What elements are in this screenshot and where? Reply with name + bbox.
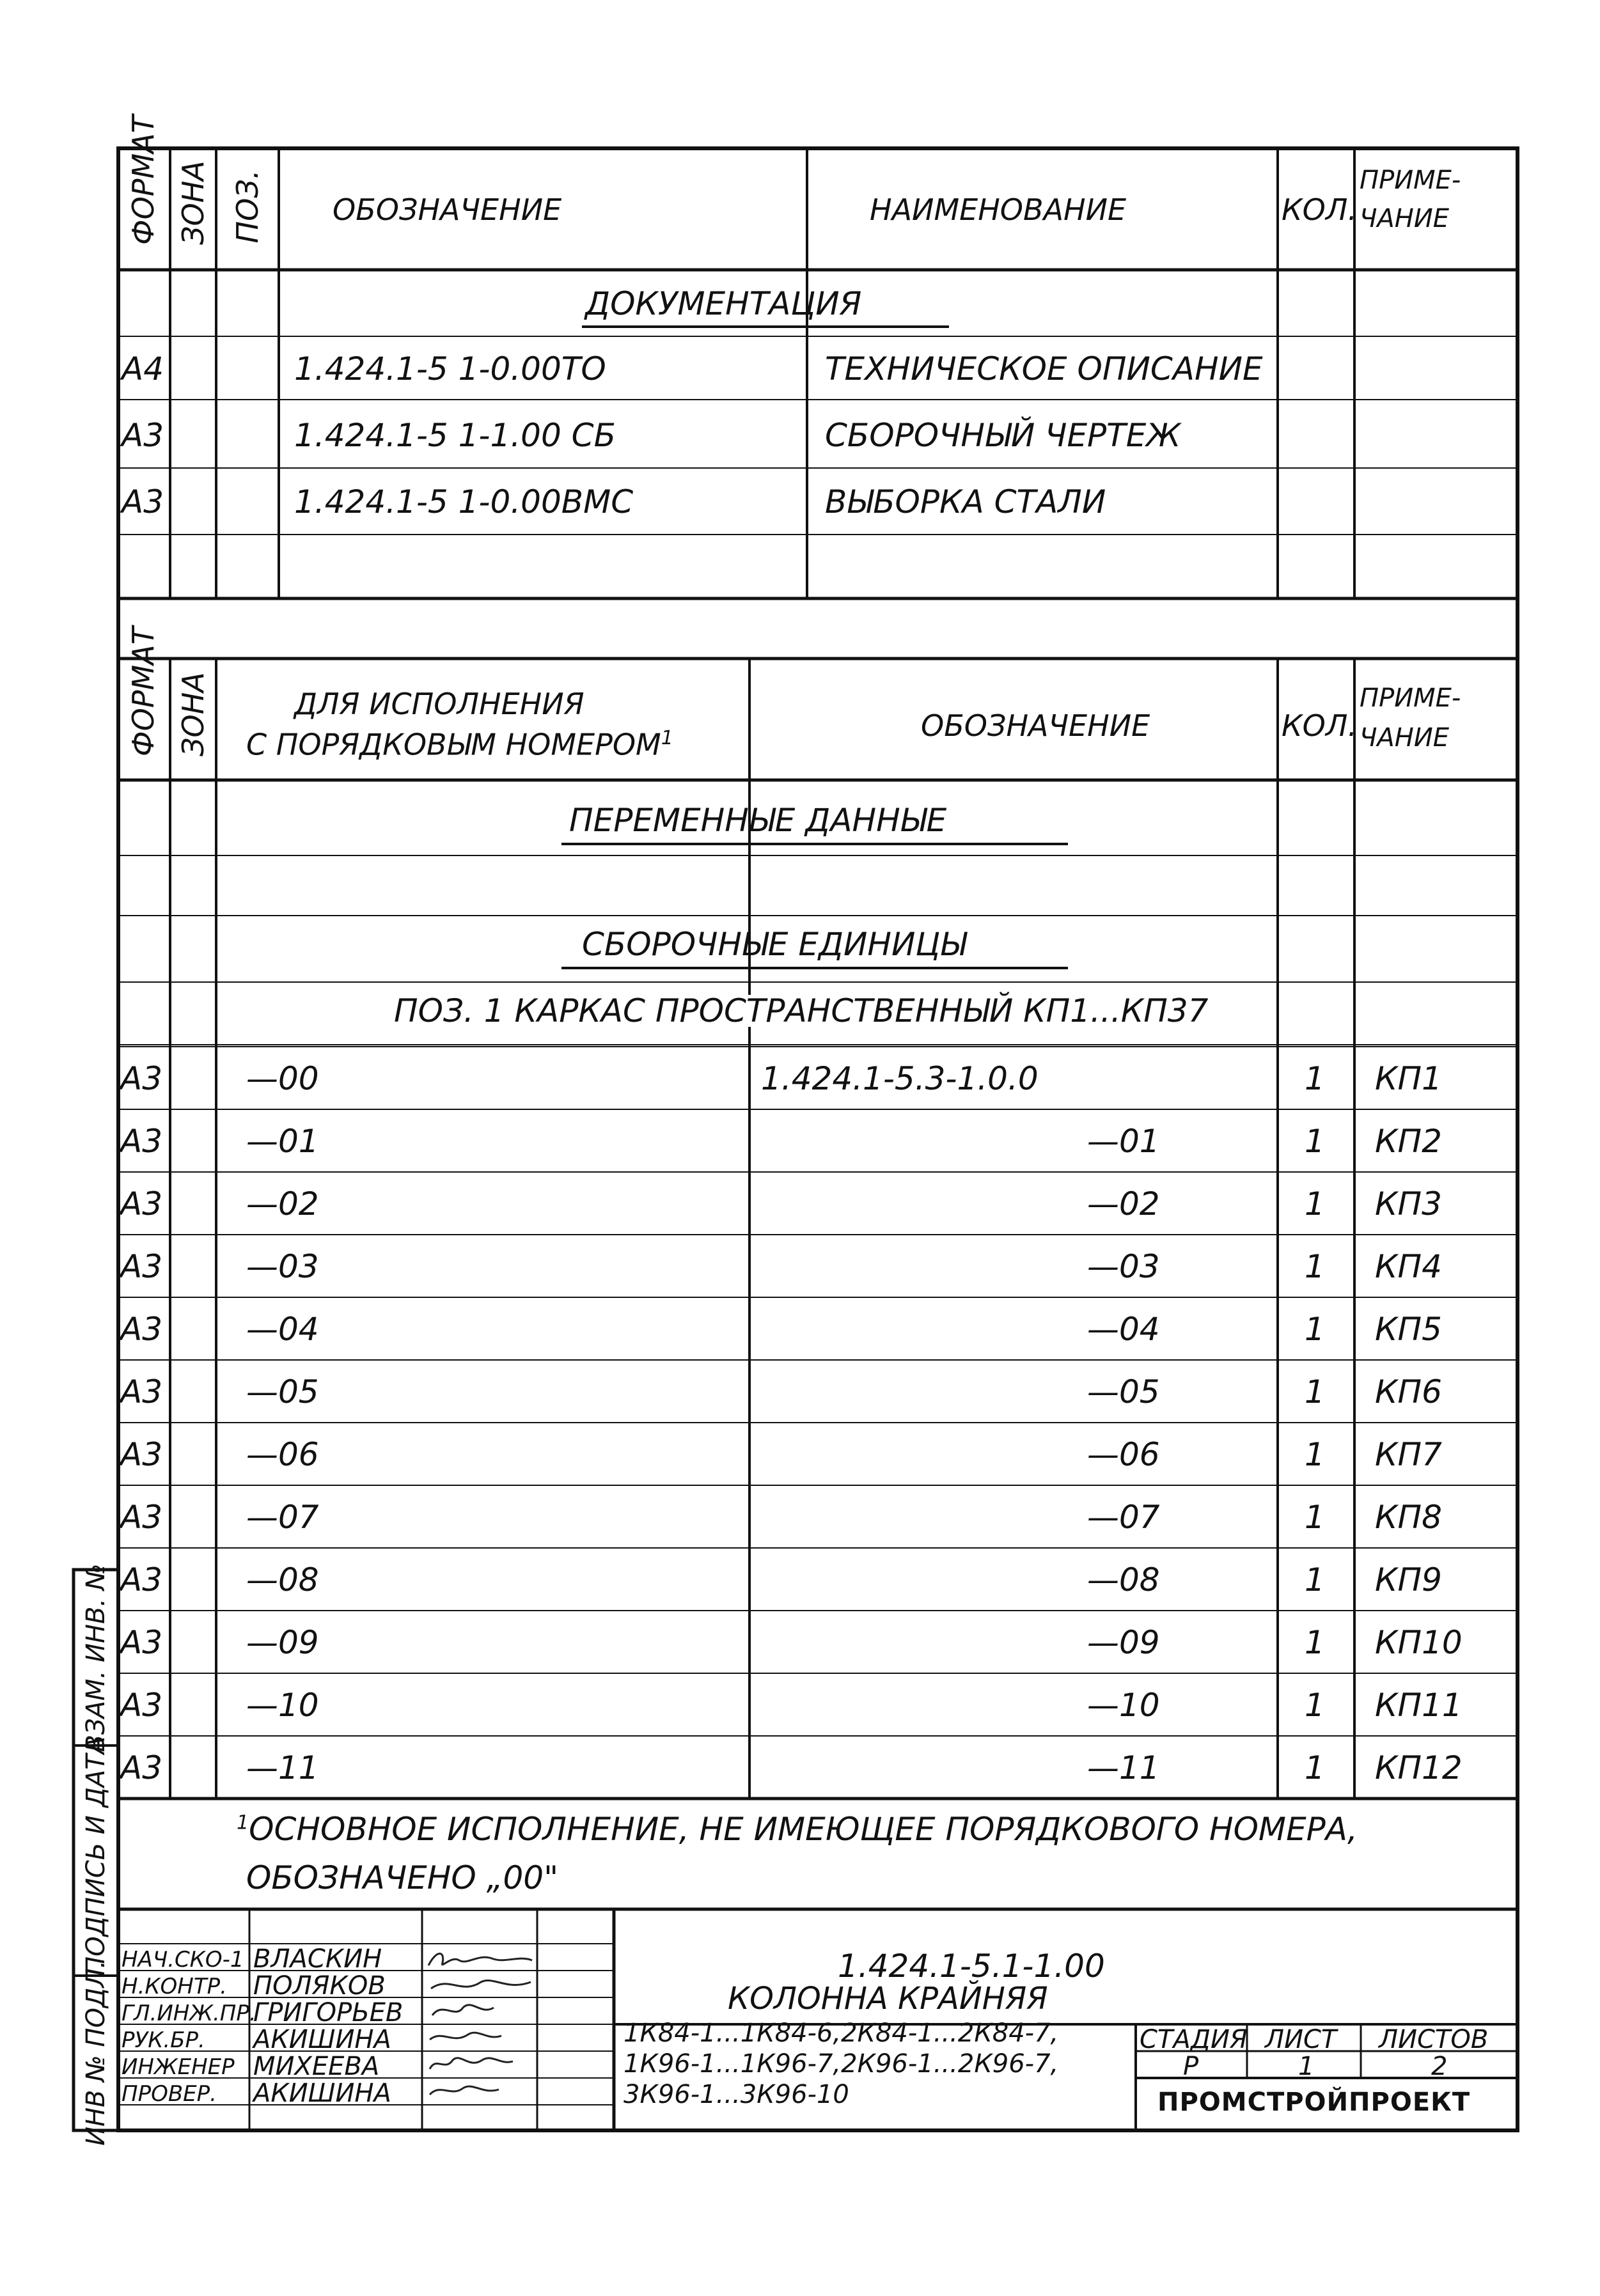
position-line: ПОЗ. 1 КАРКАС ПРОСТРАНСТВЕННЫЙ КП1...КП37	[390, 995, 1212, 1027]
col-format-header: ФОРМАТ	[126, 627, 161, 756]
product-title: КОЛОННА КРАЙНЯЯ	[728, 1981, 1048, 2017]
stage-value: Р	[1183, 2052, 1199, 2081]
row-variant: —06	[246, 1436, 319, 1473]
row-note: КП7	[1375, 1436, 1442, 1473]
row-format: А3	[120, 1311, 163, 1348]
row-qty: 1	[1305, 1749, 1325, 1786]
row-qty: 1	[1305, 1060, 1325, 1097]
row-designation: —09	[1087, 1624, 1160, 1661]
row-qty: 1	[1305, 1561, 1325, 1598]
row-format: А3	[120, 1248, 163, 1285]
row-designation: —04	[1087, 1311, 1160, 1348]
document-code: 1.424.1-5.1-1.00	[838, 1948, 1105, 1985]
row-designation: —01	[1087, 1123, 1160, 1160]
row-format: А3	[120, 1436, 163, 1473]
side-stamp-vzam-inv: ВЗАМ. ИНВ. №	[81, 1563, 111, 1753]
row-note: КП4	[1375, 1248, 1442, 1285]
row-designation: —02	[1087, 1185, 1160, 1222]
row-note: КП9	[1375, 1561, 1442, 1598]
col-designation-header: ОБОЗНАЧЕНИЕ	[333, 192, 562, 227]
row-note: КП12	[1375, 1749, 1463, 1786]
row-note: КП10	[1375, 1624, 1463, 1661]
footnote-line1: $^1$ОСНОВНОЕ ИСПОЛНЕНИЕ, НЕ ИМЕЮЩЕЕ ПОРЯДКОВОГО НОМЕРА,	[237, 1811, 1358, 1848]
row-note: КП11	[1375, 1687, 1463, 1724]
row-format: А3	[120, 1123, 163, 1160]
doc-row-format: А3	[122, 417, 164, 454]
row-variant: —05	[246, 1373, 319, 1410]
sheets-label: ЛИСТОВ	[1379, 2025, 1489, 2054]
row-format: А3	[120, 1373, 163, 1410]
row-variant: —00	[246, 1060, 319, 1097]
doc-row-format: А4	[122, 350, 164, 387]
row-qty: 1	[1305, 1248, 1325, 1285]
row-designation: —03	[1087, 1248, 1160, 1285]
row-variant: —11	[246, 1749, 319, 1786]
doc-row-name: ВЫБОРКА СТАЛИ	[825, 483, 1106, 520]
sheet-value: 1	[1298, 2052, 1315, 2081]
role-label: ПРОВЕР.	[122, 2081, 217, 2107]
row-qty: 1	[1305, 1123, 1325, 1160]
col-note-header-line2: ЧАНИЕ	[1360, 723, 1450, 753]
row-variant: —01	[246, 1123, 319, 1160]
col-qty-header: КОЛ.	[1282, 192, 1358, 227]
row-designation: —05	[1087, 1373, 1160, 1410]
row-note: КП3	[1375, 1185, 1442, 1222]
product-subtitle-line: 1К84-1...1К84-6,2К84-1...2К84-7,	[624, 2019, 1059, 2048]
col-note-header-line2: ЧАНИЕ	[1360, 204, 1450, 233]
row-qty: 1	[1305, 1624, 1325, 1661]
row-designation: —10	[1087, 1687, 1160, 1724]
row-note: КП5	[1375, 1311, 1442, 1348]
col-qty-header: КОЛ.	[1282, 708, 1358, 743]
doc-row-designation: 1.424.1-5 1-0.00ТО	[294, 350, 606, 387]
variable-data-title: ПЕРЕМЕННЫЕ ДАННЫЕ	[569, 802, 947, 839]
row-qty: 1	[1305, 1311, 1325, 1348]
product-subtitle-line: 1К96-1...1К96-7,2К96-1...2К96-7,	[624, 2049, 1059, 2079]
person-name: ГРИГОРЬЕВ	[253, 1998, 404, 2027]
role-label: ГЛ.ИНЖ.ПР.	[122, 2001, 256, 2026]
organization-name: ПРОМСТРОЙПРОЕКТ	[1157, 2088, 1471, 2117]
role-label: ИНЖЕНЕР	[122, 2054, 235, 2080]
row-variant: —04	[246, 1311, 319, 1348]
row-format: А3	[120, 1561, 163, 1598]
col-variant-header-line2: С ПОРЯДКОВЫМ НОМЕРОМ$^1$	[246, 727, 673, 762]
row-designation: —08	[1087, 1561, 1160, 1598]
footnote-line2: ОБОЗНАЧЕНО „00"	[246, 1859, 559, 1896]
role-label: НАЧ.СКО-1	[122, 1947, 244, 1972]
row-format: А3	[120, 1624, 163, 1661]
col-note-header-line1: ПРИМЕ-	[1360, 166, 1461, 195]
row-format: А3	[120, 1499, 163, 1536]
doc-row-format: А3	[122, 483, 164, 520]
doc-row-designation: 1.424.1-5 1-0.00ВМС	[294, 483, 634, 520]
row-format: А3	[120, 1185, 163, 1222]
doc-row-name: ТЕХНИЧЕСКОЕ ОПИСАНИЕ	[825, 350, 1263, 387]
row-qty: 1	[1305, 1499, 1325, 1536]
row-note: КП1	[1375, 1060, 1442, 1097]
footnote-marker: 1	[237, 1811, 249, 1834]
role-label: Н.КОНТР.	[122, 1974, 227, 1999]
side-stamp-inv-podl: ИНВ № ПОДЛ.	[81, 1960, 111, 2146]
person-name: МИХЕЕВА	[253, 2052, 380, 2081]
stage-label: СТАДИЯ	[1140, 2025, 1248, 2054]
col-format-header: ФОРМАТ	[126, 115, 161, 245]
row-qty: 1	[1305, 1185, 1325, 1222]
documentation-title: ДОКУМЕНТАЦИЯ	[585, 285, 862, 322]
assembly-units-title: СБОРОЧНЫЕ ЕДИНИЦЫ	[582, 926, 967, 963]
row-variant: —02	[246, 1185, 319, 1222]
row-qty: 1	[1305, 1687, 1325, 1724]
row-format: А3	[120, 1749, 163, 1786]
sheet-label: ЛИСТ	[1265, 2025, 1337, 2054]
side-stamp-podpis-data: ПОДПИСЬ И ДАТА	[81, 1737, 111, 1976]
row-variant: —10	[246, 1687, 319, 1724]
row-qty: 1	[1305, 1373, 1325, 1410]
row-designation: 1.424.1-5.3-1.0.0	[761, 1060, 1039, 1097]
row-note: КП8	[1375, 1499, 1442, 1536]
row-format: А3	[120, 1060, 163, 1097]
doc-row-designation: 1.424.1-5 1-1.00 СБ	[294, 417, 616, 454]
doc-row-name: СБОРОЧНЫЙ ЧЕРТЕЖ	[825, 417, 1181, 454]
handwritten-signatures	[423, 1944, 537, 2105]
product-subtitle-line: 3К96-1...3К96-10	[624, 2080, 849, 2109]
row-designation: —07	[1087, 1499, 1160, 1536]
row-designation: —06	[1087, 1436, 1160, 1473]
row-variant: —07	[246, 1499, 319, 1536]
col-note-header-line1: ПРИМЕ-	[1360, 683, 1461, 713]
row-note: КП2	[1375, 1123, 1442, 1160]
person-name: ПОЛЯКОВ	[253, 1971, 386, 2001]
person-name: АКИШИНА	[253, 2025, 391, 2054]
footnote-marker: 1	[661, 727, 673, 749]
row-format: А3	[120, 1687, 163, 1724]
col-designation-header: ОБОЗНАЧЕНИЕ	[921, 708, 1150, 743]
row-designation: —11	[1087, 1749, 1160, 1786]
person-name: АКИШИНА	[253, 2079, 391, 2108]
row-note: КП6	[1375, 1373, 1442, 1410]
person-name: ВЛАСКИН	[253, 1944, 382, 1974]
row-variant: —08	[246, 1561, 319, 1598]
row-variant: —09	[246, 1624, 319, 1661]
role-label: РУК.БР.	[122, 2027, 205, 2053]
col-variant-header-line1: ДЛЯ ИСПОЛНЕНИЯ	[294, 687, 584, 721]
col-name-header: НАИМЕНОВАНИЕ	[870, 192, 1127, 227]
col-pos-header: ПОЗ.	[230, 169, 265, 244]
col-zone-header: ЗОНА	[176, 160, 210, 245]
sheets-value: 2	[1431, 2052, 1448, 2081]
col-zone-header: ЗОНА	[176, 672, 210, 756]
row-qty: 1	[1305, 1436, 1325, 1473]
row-variant: —03	[246, 1248, 319, 1285]
